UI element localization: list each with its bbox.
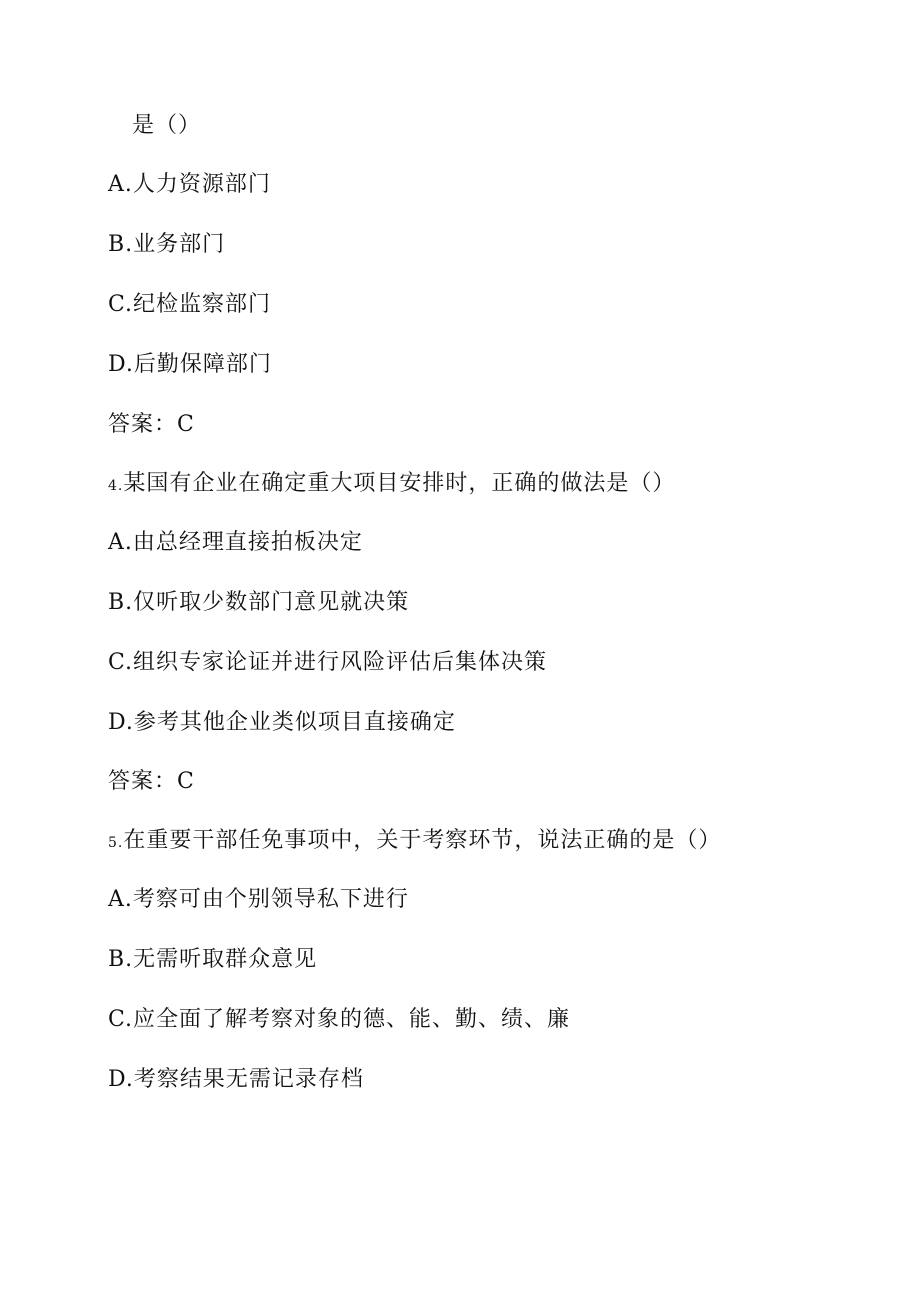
question-5-option-a: A.考察可由个别领导私下进行: [108, 887, 409, 912]
question-5-option-d: D.考察结果无需记录存档: [108, 1067, 364, 1092]
question-5-text: 在重要干部任免事项中，关于考察环节，说法正确的是（）: [123, 828, 722, 853]
question-4-option-b: B.仅听取少数部门意见就决策: [108, 590, 410, 615]
question-3-option-d: D.后勤保障部门: [108, 352, 272, 377]
question-4-text: 某国有企业在确定重大项目安排时，正确的做法是（）: [123, 471, 676, 496]
question-4-option-a: A.由总经理直接拍板决定: [108, 530, 363, 555]
question-4-option-c: C.组织专家论证并进行风险评估后集体决策: [108, 650, 548, 675]
question-3-answer: 答案：C: [108, 412, 195, 437]
question-3-option-a: A.人力资源部门: [108, 172, 271, 197]
question-3-option-b: B.业务部门: [108, 232, 226, 257]
question-4-stem: [108, 469, 675, 501]
question-3-stem-tail: 是（）: [132, 113, 202, 138]
question-5-stem: [108, 826, 721, 858]
question-5-number: 5.: [108, 835, 124, 851]
question-5-option-c: C.应全面了解考察对象的德、能、勤、绩、廉: [108, 1007, 571, 1032]
question-4-number: 4.: [108, 478, 124, 494]
question-4-answer: 答案：C: [108, 769, 195, 794]
question-5-option-b: B.无需听取群众意见: [108, 947, 318, 972]
question-3-option-c: C.纪检监察部门: [108, 292, 272, 317]
question-4-option-d: D.参考其他企业类似项目直接确定: [108, 710, 456, 735]
